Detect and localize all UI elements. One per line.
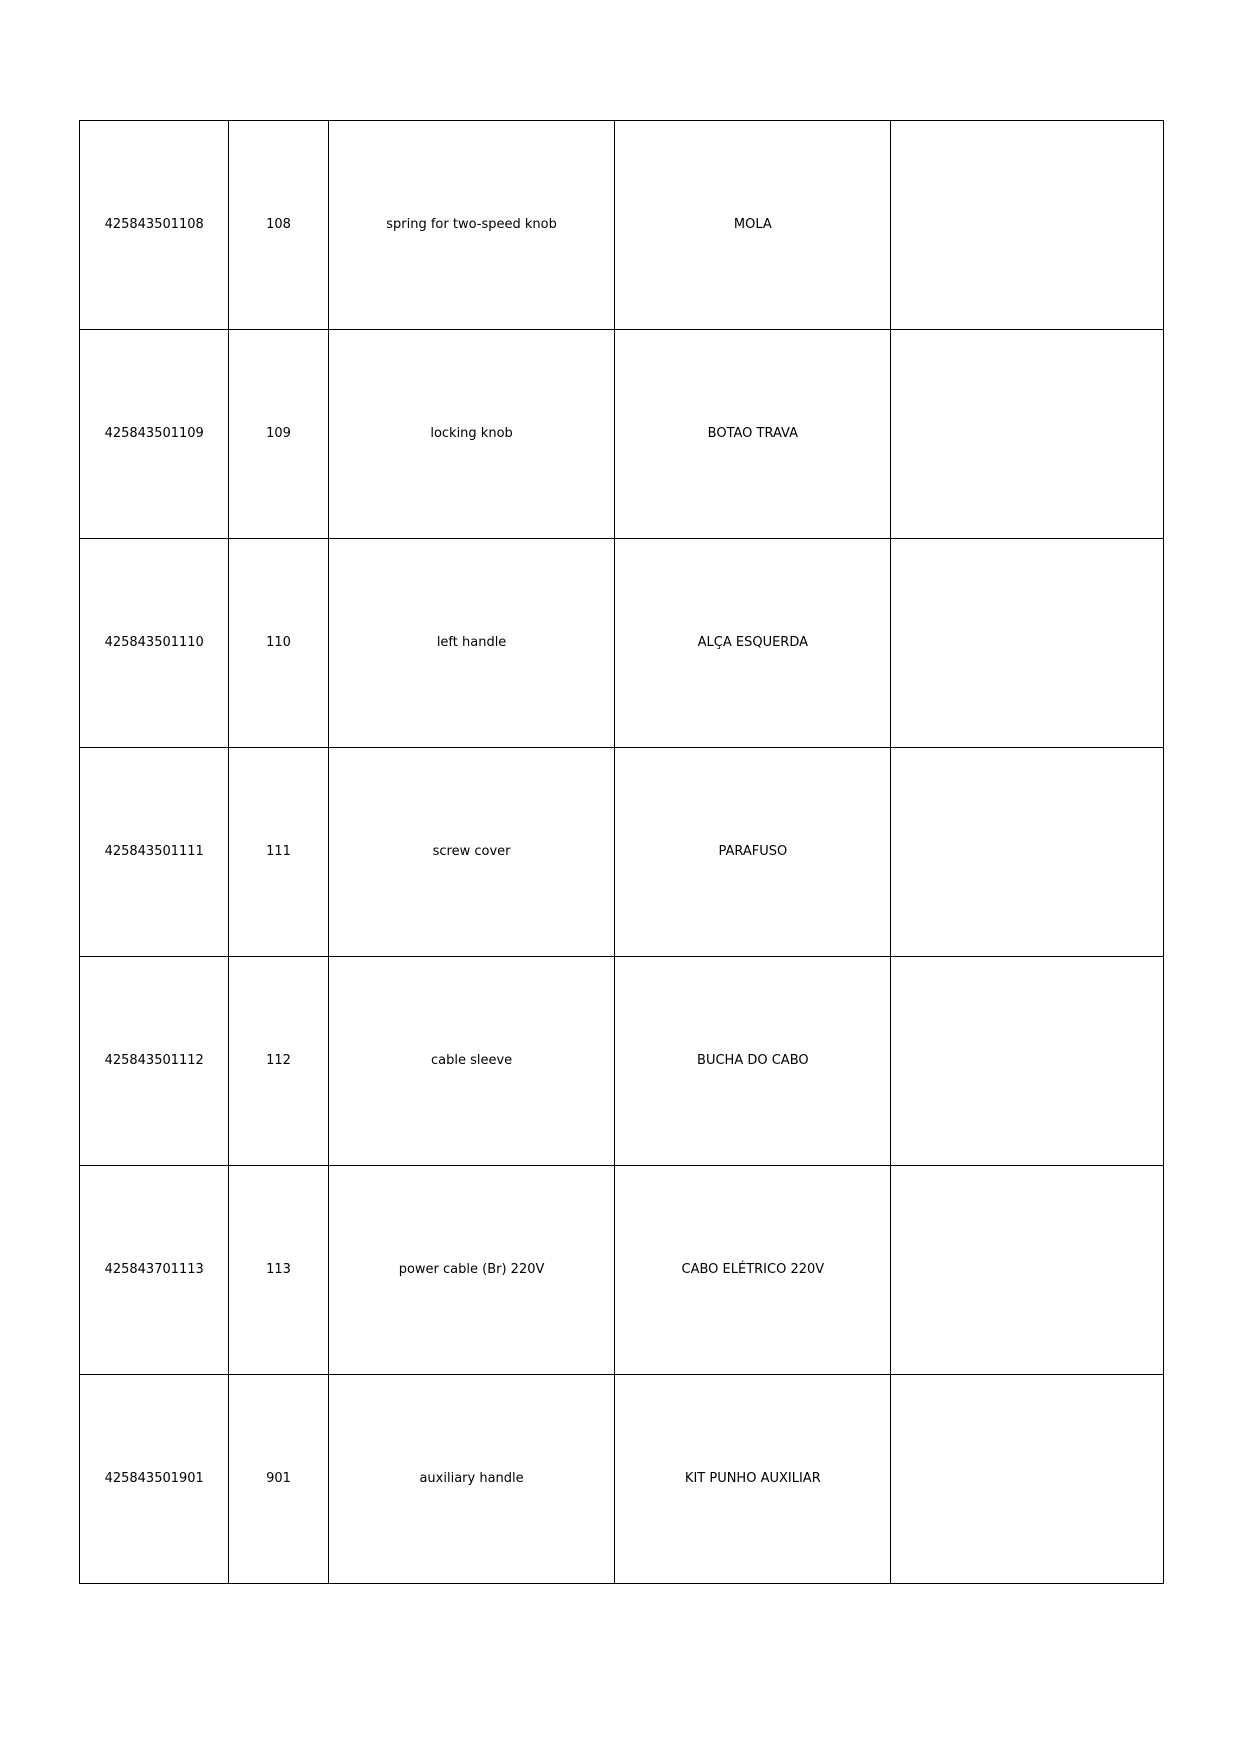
position-cell: 111 [229, 748, 328, 957]
part-code-cell: 425843501901 [80, 1375, 229, 1584]
position-cell: 110 [229, 539, 328, 748]
position-cell: 901 [229, 1375, 328, 1584]
table-row [80, 748, 1164, 957]
position-cell: 108 [229, 121, 328, 330]
table-row [80, 957, 1164, 1166]
description-en-cell: locking knob [328, 330, 615, 539]
extra-cell [891, 1375, 1164, 1584]
table-row [80, 330, 1164, 539]
extra-cell [891, 957, 1164, 1166]
description-en-cell: screw cover [328, 748, 615, 957]
description-pt-cell: ALÇA ESQUERDA [615, 539, 891, 748]
position-cell: 109 [229, 330, 328, 539]
description-pt-cell: BOTAO TRAVA [615, 330, 891, 539]
description-pt-cell: KIT PUNHO AUXILIAR [615, 1375, 891, 1584]
extra-cell [891, 121, 1164, 330]
part-code-cell: 425843501112 [80, 957, 229, 1166]
extra-cell [891, 330, 1164, 539]
table-row [80, 539, 1164, 748]
description-en-cell: cable sleeve [328, 957, 615, 1166]
part-code-cell: 425843501111 [80, 748, 229, 957]
parts-table [79, 120, 1164, 1584]
extra-cell [891, 1166, 1164, 1375]
table-row [80, 1375, 1164, 1584]
position-cell: 113 [229, 1166, 328, 1375]
table-row [80, 121, 1164, 330]
description-en-cell: power cable (Br) 220V [328, 1166, 615, 1375]
part-code-cell: 425843701113 [80, 1166, 229, 1375]
description-en-cell: spring for two-speed knob [328, 121, 615, 330]
extra-cell [891, 748, 1164, 957]
description-en-cell: left handle [328, 539, 615, 748]
table-row [80, 1166, 1164, 1375]
extra-cell [891, 539, 1164, 748]
part-code-cell: 425843501108 [80, 121, 229, 330]
description-pt-cell: MOLA [615, 121, 891, 330]
description-pt-cell: PARAFUSO [615, 748, 891, 957]
part-code-cell: 425843501110 [80, 539, 229, 748]
description-pt-cell: BUCHA DO CABO [615, 957, 891, 1166]
description-pt-cell: CABO ELÉTRICO 220V [615, 1166, 891, 1375]
description-en-cell: auxiliary handle [328, 1375, 615, 1584]
part-code-cell: 425843501109 [80, 330, 229, 539]
position-cell: 112 [229, 957, 328, 1166]
